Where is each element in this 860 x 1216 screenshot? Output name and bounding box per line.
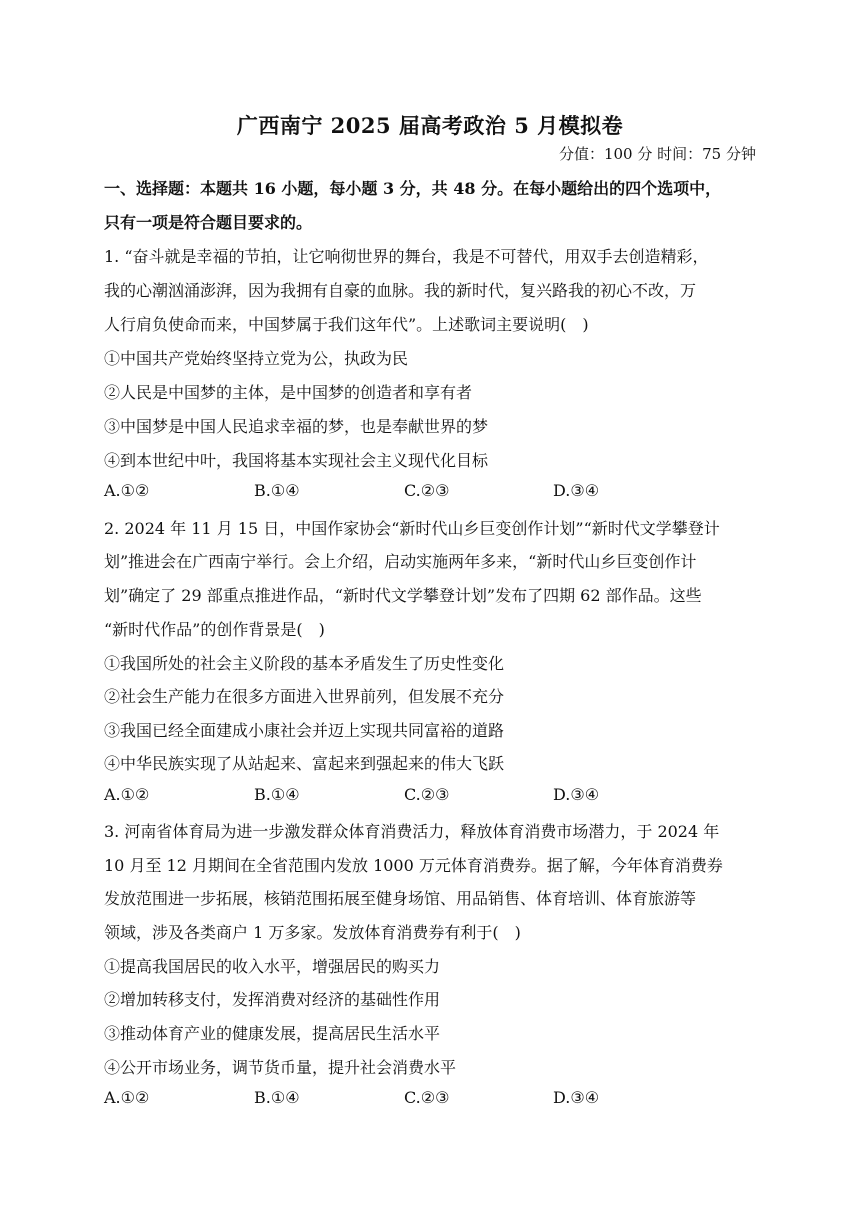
question-3-stem-line-2: 10 月至 12 月期间在全省范围内发放 1000 万元体育消费券。据了解，今年体育消费券 bbox=[104, 856, 723, 875]
question-2-stem-line-4: “新时代作品”的创作背景是( ) bbox=[104, 620, 325, 639]
question-2-option-c[interactable]: C.②③ bbox=[404, 785, 450, 804]
question-3-item-1: ①提高我国居民的收入水平，增强居民的购买力 bbox=[104, 957, 441, 976]
question-2-options bbox=[104, 785, 704, 807]
question-1-item-3: ③中国梦是中国人民追求幸福的梦，也是奉献世界的梦 bbox=[104, 417, 489, 436]
question-1-option-a[interactable]: A.①② bbox=[104, 481, 150, 500]
score-time-info: 分值：100 分 时间：75 分钟 bbox=[558, 145, 756, 163]
question-1-item-2: ②人民是中国梦的主体，是中国梦的创造者和享有者 bbox=[104, 383, 473, 402]
question-1-options bbox=[104, 481, 704, 503]
question-2-option-a[interactable]: A.①② bbox=[104, 785, 150, 804]
question-3-stem-line-4: 领域，涉及各类商户 1 万多家。发放体育消费券有利于( ) bbox=[104, 923, 521, 942]
question-3-item-4: ④公开市场业务，调节货币量，提升社会消费水平 bbox=[104, 1058, 457, 1077]
section-instruction-line-2: 只有一项是符合题目要求的。 bbox=[104, 213, 313, 232]
question-2-item-2: ②社会生产能力在很多方面进入世界前列，但发展不充分 bbox=[104, 687, 505, 706]
question-3-stem-line-1: 3. 河南省体育局为进一步激发群众体育消费活力，释放体育消费市场潜力，于 2024 年 bbox=[104, 822, 720, 841]
question-1-stem-line-1: 1. “奋斗就是幸福的节拍，让它响彻世界的舞台，我是不可替代，用双手去创造精彩， bbox=[104, 247, 709, 266]
question-1-option-c[interactable]: C.②③ bbox=[404, 481, 450, 500]
question-3-option-b[interactable]: B.①④ bbox=[254, 1088, 300, 1107]
question-3-item-3: ③推动体育产业的健康发展，提高居民生活水平 bbox=[104, 1024, 441, 1043]
question-1-stem-line-2: 我的心潮汹涌澎湃，因为我拥有自豪的血脉。我的新时代，复兴路我的初心不改，万 bbox=[104, 281, 697, 300]
question-1-option-b[interactable]: B.①④ bbox=[254, 481, 300, 500]
question-2-item-1: ①我国所处的社会主义阶段的基本矛盾发生了历史性变化 bbox=[104, 654, 505, 673]
question-1-item-4: ④到本世纪中叶，我国将基本实现社会主义现代化目标 bbox=[104, 451, 489, 470]
question-3-item-2: ②增加转移支付，发挥消费对经济的基础性作用 bbox=[104, 990, 441, 1009]
question-2-item-3: ③我国已经全面建成小康社会并迈上实现共同富裕的道路 bbox=[104, 721, 505, 740]
question-2-stem-line-1: 2. 2024 年 11 月 15 日，中国作家协会“新时代山乡巨变创作计划”“新时代文学攀登计 bbox=[104, 519, 720, 538]
question-2-option-b[interactable]: B.①④ bbox=[254, 785, 300, 804]
question-3-option-d[interactable]: D.③④ bbox=[553, 1088, 600, 1107]
question-1-option-d[interactable]: D.③④ bbox=[553, 481, 600, 500]
question-1-item-1: ①中国共产党始终坚持立党为公，执政为民 bbox=[104, 349, 409, 368]
question-3-stem-line-3: 发放范围进一步拓展，核销范围拓展至健身场馆、用品销售、体育培训、体育旅游等 bbox=[104, 889, 697, 908]
question-3-option-a[interactable]: A.①② bbox=[104, 1088, 150, 1107]
question-2-option-d[interactable]: D.③④ bbox=[553, 785, 600, 804]
question-2-item-4: ④中华民族实现了从站起来、富起来到强起来的伟大飞跃 bbox=[104, 754, 505, 773]
question-3-options bbox=[104, 1088, 704, 1110]
question-2-stem-line-3: 划”确定了 29 部重点推进作品，“新时代文学攀登计划”发布了四期 62 部作品。这些 bbox=[104, 586, 702, 605]
section-instruction-line-1: 一、选择题：本题共 16 小题，每小题 3 分，共 48 分。在每小题给出的四个选项中， bbox=[104, 179, 722, 198]
exam-title: 广西南宁 2025 届高考政治 5 月模拟卷 bbox=[236, 113, 624, 138]
question-1-stem-line-3: 人行肩负使命而来，中国梦属于我们这年代”。上述歌词主要说明( ) bbox=[104, 315, 589, 334]
question-3-option-c[interactable]: C.②③ bbox=[404, 1088, 450, 1107]
question-2-stem-line-2: 划”推进会在广西南宁举行。会上介绍，启动实施两年多来，“新时代山乡巨变创作计 bbox=[104, 552, 697, 571]
